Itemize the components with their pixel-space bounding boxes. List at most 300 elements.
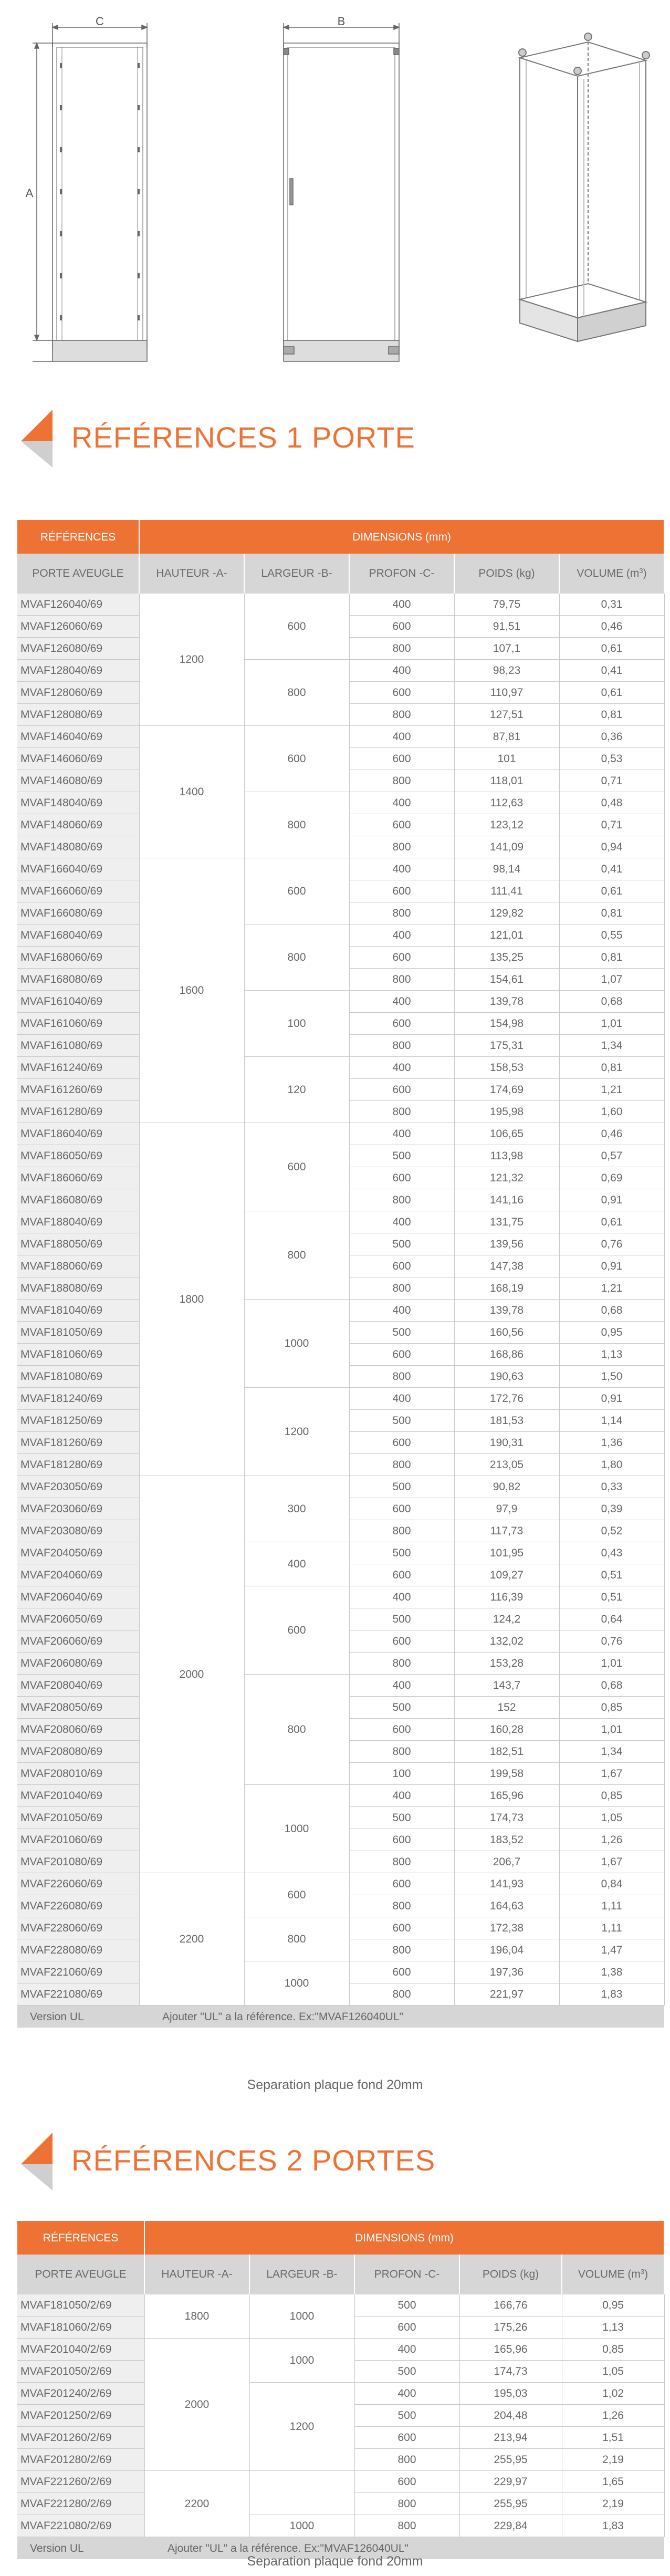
volume-cell: 1,01	[559, 1719, 664, 1741]
porte-aveugle-header: PORTE AVEUGLE	[17, 2255, 144, 2294]
volume-cell: 0,31	[559, 594, 664, 616]
table-row	[17, 660, 664, 682]
volume-cell: 2,19	[562, 2493, 664, 2515]
poids-cell: 197,36	[454, 1961, 559, 1983]
reference-cell: MVAF221280/2/69	[17, 2493, 144, 2515]
table-row	[17, 792, 664, 814]
largeur-cell: 600	[244, 858, 349, 925]
poids-cell: 158,53	[454, 1057, 559, 1079]
reference-cell: MVAF228080/69	[17, 1939, 139, 1961]
reference-cell: MVAF221260/2/69	[17, 2471, 144, 2493]
hauteur-cell: 2000	[144, 2339, 249, 2471]
profondeur-cell: 400	[349, 1300, 454, 1322]
poids-cell: 141,93	[454, 1873, 559, 1895]
volume-cell: 0,46	[559, 616, 664, 638]
reference-cell: MVAF181240/69	[17, 1388, 139, 1410]
poids-cell: 129,82	[454, 902, 559, 925]
poids-cell: 87,81	[454, 726, 559, 748]
front-view-drawing	[33, 23, 147, 361]
volume-cell: 0,95	[559, 1322, 664, 1344]
volume-cell: 0,61	[559, 880, 664, 902]
poids-cell: 121,32	[454, 1167, 559, 1189]
profondeur-cell: 800	[349, 1851, 454, 1873]
side-view-drawing	[284, 23, 399, 361]
reference-cell: MVAF146060/69	[17, 748, 139, 770]
reference-cell: MVAF161260/69	[17, 1079, 139, 1101]
poids-cell: 165,96	[459, 2339, 562, 2361]
largeur-header: LARGEUR -B-	[244, 554, 349, 594]
profondeur-cell: 400	[349, 991, 454, 1013]
volume-cell: 1,51	[562, 2427, 664, 2449]
reference-cell: MVAF201080/69	[17, 1851, 139, 1873]
poids-cell: 101	[454, 748, 559, 770]
volume-cell: 0,68	[559, 1300, 664, 1322]
poids-header: POIDS (kg)	[454, 554, 559, 594]
reference-cell: MVAF188040/69	[17, 1211, 139, 1233]
table-row	[17, 1961, 664, 1983]
volume-cell: 1,50	[559, 1366, 664, 1388]
volume-cell: 0,39	[559, 1498, 664, 1520]
profondeur-cell: 600	[354, 2317, 459, 2339]
poids-cell: 131,75	[454, 1211, 559, 1233]
profondeur-cell: 600	[349, 682, 454, 704]
profondeur-cell: 400	[349, 1123, 454, 1145]
poids-cell: 139,78	[454, 1300, 559, 1322]
volume-header	[562, 2255, 664, 2294]
table-header-row	[17, 2221, 664, 2255]
profondeur-cell: 600	[349, 1719, 454, 1741]
profondeur-cell: 500	[354, 2405, 459, 2427]
reference-cell: MVAF221080/69	[17, 1983, 139, 2006]
volume-cell: 1,80	[559, 1454, 664, 1476]
profondeur-cell: 800	[349, 1520, 454, 1542]
profondeur-cell: 400	[349, 1586, 454, 1608]
reference-cell: MVAF126080/69	[17, 638, 139, 660]
poids-cell: 213,05	[454, 1454, 559, 1476]
ul-version-note: Ajouter "UL" a la référence. Ex:"MVAF126040UL"	[144, 2537, 664, 2560]
reference-cell: MVAF128060/69	[17, 682, 139, 704]
poids-cell: 175,31	[454, 1035, 559, 1057]
table-row	[17, 1123, 664, 1145]
volume-cell: 1,01	[559, 1653, 664, 1675]
section-header-1-porte	[16, 410, 656, 483]
volume-cell: 0,84	[559, 1873, 664, 1895]
reference-cell: MVAF188050/69	[17, 1233, 139, 1255]
profondeur-cell: 400	[349, 660, 454, 682]
volume-cell: 1,05	[559, 1807, 664, 1829]
volume-cell: 0,95	[562, 2294, 664, 2317]
references-table-1-porte	[17, 520, 665, 2028]
volume-cell: 1,34	[559, 1035, 664, 1057]
dimension-label-a: A	[25, 186, 34, 200]
largeur-cell: 1200	[249, 2383, 354, 2471]
profondeur-cell: 500	[349, 1476, 454, 1498]
poids-cell: 111,41	[454, 880, 559, 902]
reference-cell: MVAF188060/69	[17, 1255, 139, 1277]
hauteur-header: HAUTEUR -A-	[144, 2255, 249, 2294]
poids-cell: 172,76	[454, 1388, 559, 1410]
poids-cell: 255,95	[459, 2493, 562, 2515]
profondeur-cell: 400	[349, 858, 454, 880]
poids-cell: 116,39	[454, 1586, 559, 1608]
largeur-cell: 1000	[244, 1785, 349, 1873]
hauteur-cell: 1800	[139, 1123, 244, 1476]
poids-cell: 183,52	[454, 1829, 559, 1851]
largeur-cell: 600	[244, 1873, 349, 1917]
poids-cell: 166,76	[459, 2294, 562, 2317]
volume-cell: 0,36	[559, 726, 664, 748]
profondeur-cell: 500	[349, 1410, 454, 1432]
volume-cell: 1,13	[562, 2317, 664, 2339]
volume-cell: 0,68	[559, 991, 664, 1013]
poids-cell: 152	[454, 1697, 559, 1719]
table-row	[17, 1873, 664, 1895]
volume-cell: 1,26	[559, 1829, 664, 1851]
isometric-frame-drawing	[519, 33, 650, 341]
table-row	[17, 1542, 664, 1564]
table-row	[17, 2383, 664, 2405]
section-title: RÉFÉRENCES 1 PORTE	[71, 421, 415, 454]
volume-header-close: )	[644, 2268, 648, 2280]
reference-cell: MVAF228060/69	[17, 1917, 139, 1939]
profondeur-cell: 800	[349, 638, 454, 660]
reference-cell: MVAF181080/69	[17, 1366, 139, 1388]
reference-cell: MVAF181050/2/69	[17, 2294, 144, 2317]
profon-header: PROFON -C-	[354, 2255, 459, 2294]
reference-cell: MVAF181250/69	[17, 1410, 139, 1432]
volume-cell: 1,65	[562, 2471, 664, 2493]
reference-cell: MVAF181060/69	[17, 1344, 139, 1366]
volume-cell: 1,13	[559, 1344, 664, 1366]
volume-cell: 1,36	[559, 1432, 664, 1454]
profondeur-cell: 400	[349, 1057, 454, 1079]
reference-cell: MVAF201040/2/69	[17, 2339, 144, 2361]
largeur-cell: 120	[244, 1057, 349, 1123]
poids-cell: 174,69	[454, 1079, 559, 1101]
front-view-side-marks	[60, 63, 140, 320]
largeur-cell: 600	[244, 1586, 349, 1675]
reference-cell: MVAF226060/69	[17, 1873, 139, 1895]
poids-cell: 121,01	[454, 925, 559, 947]
largeur-cell: 400	[244, 1542, 349, 1586]
volume-cell: 0,81	[559, 902, 664, 925]
caption-separation: Separation plaque fond 20mm	[247, 2554, 423, 2569]
volume-cell: 0,33	[559, 1476, 664, 1498]
poids-cell: 98,14	[454, 858, 559, 880]
table-row	[17, 1057, 664, 1079]
volume-cell: 0,69	[559, 1167, 664, 1189]
poids-cell: 141,16	[454, 1189, 559, 1211]
largeur-cell: 1000	[244, 1961, 349, 2006]
ul-version-label: Version UL	[17, 2006, 139, 2028]
reference-cell: MVAF161280/69	[17, 1101, 139, 1123]
dimensions-header: DIMENSIONS (mm)	[139, 520, 664, 554]
reference-cell: MVAF201060/69	[17, 1829, 139, 1851]
reference-cell: MVAF126040/69	[17, 594, 139, 616]
profondeur-cell: 800	[349, 836, 454, 858]
poids-cell: 164,63	[454, 1895, 559, 1917]
profondeur-cell: 500	[349, 1542, 454, 1564]
reference-cell: MVAF204060/69	[17, 1564, 139, 1586]
poids-cell: 139,78	[454, 991, 559, 1013]
volume-header-exponent: 3	[639, 566, 643, 575]
cabinet-drawings-svg	[0, 0, 670, 368]
poids-cell: 123,12	[454, 814, 559, 836]
reference-cell: MVAF181260/69	[17, 1432, 139, 1454]
reference-cell: MVAF146080/69	[17, 770, 139, 792]
poids-cell: 204,48	[459, 2405, 562, 2427]
volume-cell: 0,81	[559, 1057, 664, 1079]
section-header-2-portes	[16, 2133, 656, 2206]
profondeur-cell: 400	[349, 1211, 454, 1233]
largeur-cell: 1000	[249, 2339, 354, 2383]
reference-cell: MVAF166040/69	[17, 858, 139, 880]
reference-cell: MVAF168040/69	[17, 925, 139, 947]
profon-header: PROFON -C-	[349, 554, 454, 594]
technical-drawings	[0, 0, 670, 368]
profondeur-cell: 800	[349, 1983, 454, 2006]
table-body	[17, 2294, 664, 2537]
volume-cell: 1,26	[562, 2405, 664, 2427]
profondeur-cell: 400	[354, 2383, 459, 2405]
volume-cell: 0,57	[559, 1145, 664, 1167]
reference-cell: MVAF221060/69	[17, 1961, 139, 1983]
reference-cell: MVAF161240/69	[17, 1057, 139, 1079]
table-row	[17, 1675, 664, 1697]
poids-cell: 175,26	[459, 2317, 562, 2339]
poids-cell: 229,84	[459, 2515, 562, 2537]
poids-cell: 229,97	[459, 2471, 562, 2493]
table-subheader-row	[17, 554, 664, 594]
table-subheader-row	[17, 2255, 664, 2294]
profondeur-cell: 800	[349, 704, 454, 726]
poids-cell: 195,98	[454, 1101, 559, 1123]
largeur-cell: 800	[244, 1675, 349, 1785]
ul-version-note: Ajouter "UL" a la référence. Ex:"MVAF126040UL"	[139, 2006, 664, 2028]
volume-header-close: )	[643, 567, 647, 579]
volume-cell: 1,14	[559, 1410, 664, 1432]
reference-cell: MVAF206060/69	[17, 1630, 139, 1653]
poids-cell: 79,75	[454, 594, 559, 616]
reference-cell: MVAF226080/69	[17, 1895, 139, 1917]
profondeur-cell: 600	[349, 880, 454, 902]
largeur-cell: 600	[244, 1123, 349, 1211]
profondeur-cell: 800	[349, 1895, 454, 1917]
profondeur-cell: 500	[349, 1145, 454, 1167]
volume-cell: 1,01	[559, 1013, 664, 1035]
largeur-cell: 800	[244, 660, 349, 726]
volume-cell: 1,21	[559, 1079, 664, 1101]
volume-cell: 0,61	[559, 682, 664, 704]
volume-cell: 0,61	[559, 638, 664, 660]
reference-cell: MVAF186080/69	[17, 1189, 139, 1211]
reference-cell: MVAF146040/69	[17, 726, 139, 748]
volume-cell: 0,76	[559, 1630, 664, 1653]
profondeur-cell: 500	[349, 1608, 454, 1630]
largeur-cell: 1000	[249, 2515, 354, 2537]
hauteur-cell: 2200	[139, 1873, 244, 2006]
volume-cell: 0,85	[559, 1697, 664, 1719]
hauteur-cell: 2200	[144, 2471, 249, 2537]
profondeur-cell: 800	[349, 770, 454, 792]
profondeur-cell: 800	[354, 2515, 459, 2537]
volume-cell: 0,85	[559, 1785, 664, 1807]
reference-cell: MVAF208040/69	[17, 1675, 139, 1697]
table-row	[17, 1586, 664, 1608]
largeur-cell: 600	[244, 726, 349, 792]
reference-cell: MVAF201250/2/69	[17, 2405, 144, 2427]
profondeur-cell: 600	[349, 1167, 454, 1189]
reference-cell: MVAF181050/69	[17, 1322, 139, 1344]
reference-cell: MVAF201040/69	[17, 1785, 139, 1807]
volume-cell: 0,43	[559, 1542, 664, 1564]
volume-cell: 0,91	[559, 1189, 664, 1211]
volume-cell: 1,07	[559, 969, 664, 991]
table-row	[17, 1785, 664, 1807]
poids-cell: 90,82	[454, 1476, 559, 1498]
hauteur-cell: 1400	[139, 726, 244, 858]
largeur-cell	[249, 2471, 354, 2515]
volume-cell: 1,11	[559, 1917, 664, 1939]
table-row	[17, 925, 664, 947]
poids-cell: 91,51	[454, 616, 559, 638]
poids-cell: 139,56	[454, 1233, 559, 1255]
poids-cell: 127,51	[454, 704, 559, 726]
profondeur-cell: 600	[349, 1344, 454, 1366]
reference-cell: MVAF206050/69	[17, 1608, 139, 1630]
largeur-cell: 800	[244, 925, 349, 991]
volume-cell: 0,71	[559, 770, 664, 792]
profondeur-cell: 600	[354, 2427, 459, 2449]
profondeur-cell: 600	[349, 616, 454, 638]
poids-cell: 113,98	[454, 1145, 559, 1167]
profondeur-cell: 600	[354, 2471, 459, 2493]
volume-header-text: VOLUME (m	[577, 567, 640, 579]
poids-header: POIDS (kg)	[459, 2255, 562, 2294]
volume-cell: 0,52	[559, 1520, 664, 1542]
reference-cell: MVAF201050/69	[17, 1807, 139, 1829]
volume-cell: 1,34	[559, 1741, 664, 1763]
profondeur-cell: 600	[349, 1873, 454, 1895]
volume-cell: 1,47	[559, 1939, 664, 1961]
profondeur-cell: 600	[349, 1498, 454, 1520]
reference-cell: MVAF201280/2/69	[17, 2449, 144, 2471]
reference-cell: MVAF206080/69	[17, 1653, 139, 1675]
poids-cell: 182,51	[454, 1741, 559, 1763]
volume-cell: 2,19	[562, 2449, 664, 2471]
reference-cell: MVAF208080/69	[17, 1741, 139, 1763]
largeur-cell: 100	[244, 991, 349, 1057]
reference-cell: MVAF186040/69	[17, 1123, 139, 1145]
volume-cell: 1,02	[562, 2383, 664, 2405]
volume-cell: 0,61	[559, 1211, 664, 1233]
profondeur-cell: 400	[349, 792, 454, 814]
poids-cell: 190,31	[454, 1432, 559, 1454]
reference-cell: MVAF181060/2/69	[17, 2317, 144, 2339]
table-row	[17, 1917, 664, 1939]
profondeur-cell: 800	[349, 1366, 454, 1388]
poids-cell: 154,98	[454, 1013, 559, 1035]
poids-cell: 106,65	[454, 1123, 559, 1145]
table-body	[17, 594, 664, 2006]
poids-cell: 206,7	[454, 1851, 559, 1873]
reference-cell: MVAF168060/69	[17, 947, 139, 969]
profondeur-cell: 500	[354, 2294, 459, 2317]
poids-cell: 97,9	[454, 1498, 559, 1520]
profondeur-cell: 600	[349, 1079, 454, 1101]
volume-cell: 1,83	[562, 2515, 664, 2537]
profondeur-cell: 600	[349, 1432, 454, 1454]
profondeur-cell: 800	[349, 1454, 454, 1476]
volume-cell: 0,53	[559, 748, 664, 770]
volume-cell: 0,55	[559, 925, 664, 947]
poids-cell: 168,86	[454, 1344, 559, 1366]
reference-cell: MVAF128040/69	[17, 660, 139, 682]
reference-cell: MVAF201260/2/69	[17, 2427, 144, 2449]
profondeur-cell: 800	[349, 902, 454, 925]
reference-cell: MVAF148060/69	[17, 814, 139, 836]
dimensions-header: DIMENSIONS (mm)	[144, 2221, 664, 2255]
volume-cell: 0,51	[559, 1586, 664, 1608]
profondeur-cell: 600	[349, 814, 454, 836]
profondeur-cell: 600	[349, 1630, 454, 1653]
volume-cell: 0,85	[562, 2339, 664, 2361]
ul-version-row	[17, 2006, 664, 2028]
poids-cell: 165,96	[454, 1785, 559, 1807]
reference-cell: MVAF181280/69	[17, 1454, 139, 1476]
reference-cell: MVAF128080/69	[17, 704, 139, 726]
largeur-cell: 800	[244, 792, 349, 858]
volume-cell: 1,67	[559, 1851, 664, 1873]
volume-cell: 0,41	[559, 858, 664, 880]
poids-cell: 117,73	[454, 1520, 559, 1542]
largeur-cell: 1000	[244, 1300, 349, 1388]
poids-cell: 160,56	[454, 1322, 559, 1344]
table-row	[17, 1388, 664, 1410]
profondeur-cell: 800	[349, 1189, 454, 1211]
table-row	[17, 2471, 664, 2493]
profondeur-cell: 800	[349, 1035, 454, 1057]
poids-cell: 190,63	[454, 1366, 559, 1388]
reference-cell: MVAF201050/2/69	[17, 2361, 144, 2383]
poids-cell: 141,09	[454, 836, 559, 858]
reference-cell: MVAF126060/69	[17, 616, 139, 638]
section-arrow-icon	[16, 410, 53, 468]
reference-cell: MVAF203050/69	[17, 1476, 139, 1498]
poids-cell: 101,95	[454, 1542, 559, 1564]
reference-cell: MVAF208010/69	[17, 1763, 139, 1785]
volume-cell: 0,81	[559, 947, 664, 969]
poids-cell: 174,73	[454, 1807, 559, 1829]
poids-cell: 147,38	[454, 1255, 559, 1277]
profondeur-cell: 400	[349, 726, 454, 748]
profondeur-cell: 800	[349, 1939, 454, 1961]
table-row	[17, 1211, 664, 1233]
volume-cell: 1,83	[559, 1983, 664, 2006]
profondeur-cell: 500	[354, 2361, 459, 2383]
profondeur-cell: 800	[354, 2449, 459, 2471]
dimension-label-c: C	[96, 15, 104, 28]
largeur-header: LARGEUR -B-	[249, 2255, 354, 2294]
ul-version-label: Version UL	[17, 2537, 144, 2560]
profondeur-cell: 400	[349, 1675, 454, 1697]
reference-cell: MVAF203080/69	[17, 1520, 139, 1542]
poids-cell: 132,02	[454, 1630, 559, 1653]
volume-cell: 0,91	[559, 1255, 664, 1277]
volume-cell: 0,68	[559, 1675, 664, 1697]
reference-cell: MVAF186050/69	[17, 1145, 139, 1167]
reference-cell: MVAF204050/69	[17, 1542, 139, 1564]
